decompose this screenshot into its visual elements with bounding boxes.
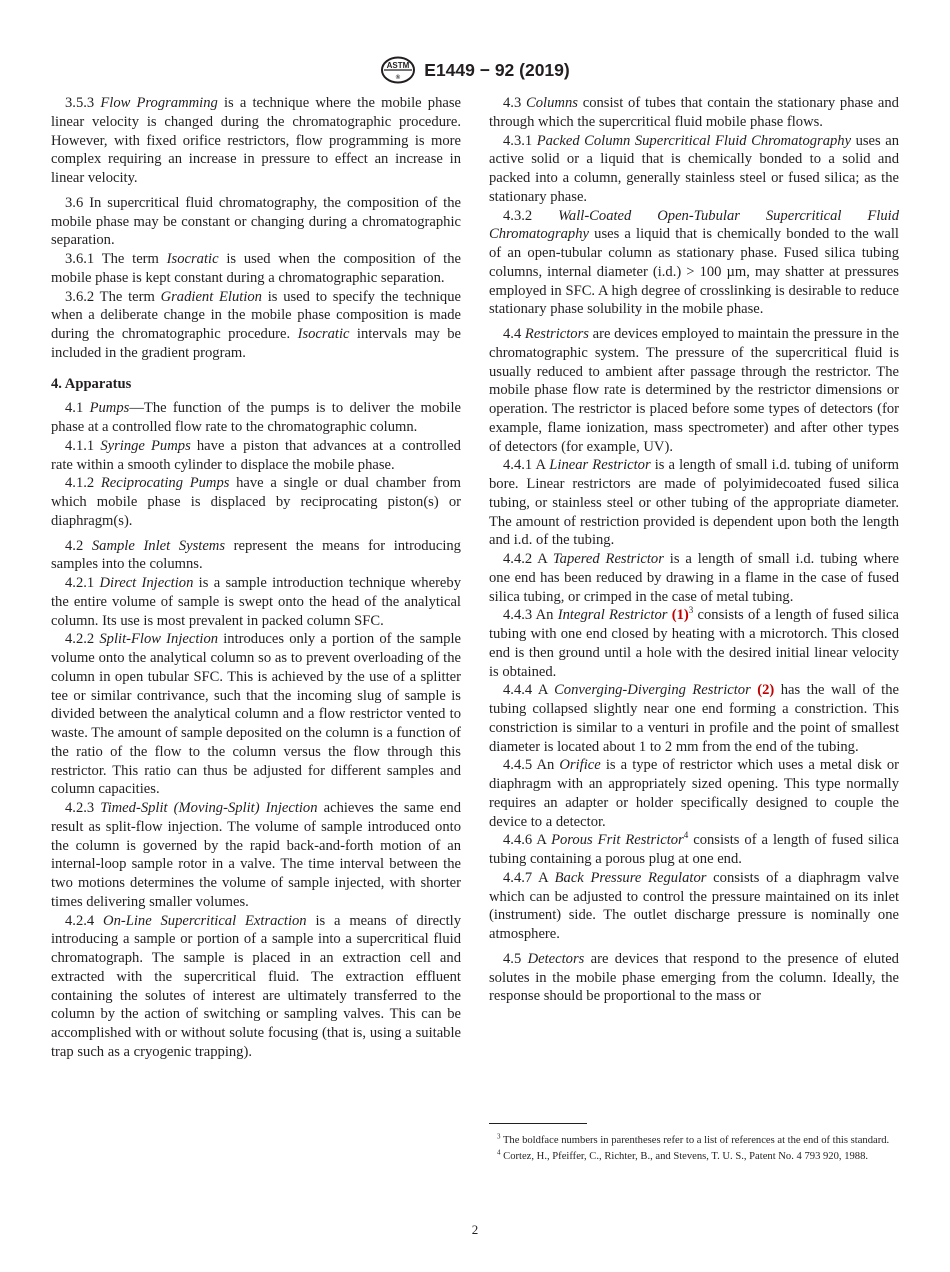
para-4-4: 4.4 Restrictors are devices employed to maintain the pressure in the chromatographic system. The pressure of the supercritical fluid is usually reduced to ambient after passage through the restrictor. The mobile phase flow rate is determined by the restrictor dimensions or operation. The restrictor is placed before some types of detectors (for example, flame ionization, mass spectrometer) and after other types of detectors (for example, UV). — [489, 326, 899, 455]
logo-text: ASTM — [386, 61, 410, 70]
para-4-2-2: 4.2.2 Split-Flow Injection introduces only a portion of the sample volume onto the analytical column so as to prevent overloading of the column in open tubular SFC. This is achieved by the use of a splitter tee or similar contrivance, such that the incoming slug of sample is divided between the analytical column and a flow restrictor vented to waste. The amount of sample deposited on the column is a function of the ratio of the flow to the column versus the flow through this restrictor. This ratio can thus be adjusted for different samples and column capacities. — [51, 631, 461, 798]
para-4-5: 4.5 Detectors are devices that respond to the presence of eluted solutes in the mobile phase emerging from the column. Ideally, the response should be proportional to the mass or — [489, 950, 899, 1005]
para-4-3-2: 4.3.2 Wall-Coated Open-Tubular Supercritical Fluid Chromatography uses a liquid that is chemically bonded to the wall of an open-tubular column as stationary phase. Fused silica tubing columns, internal diameter (i.d.) > 100 µm, may shatter at pressures employed in SFC. A high degree of crosslinking is desirable to reduce stationary phase solubility in the mobile phase. — [489, 207, 899, 318]
para-4-4-1: 4.4.1 A Linear Restrictor is a length of small i.d. tubing of uniform bore. Linear restrictors are made of polyimidecoated fused silica tubing, or stainless steel or other tubing of the appropriate diameter. The amount of restriction provided is dependent upon both the length and i.d. of the tubing. — [489, 457, 899, 549]
para-3-6-1: 3.6.1 The term Isocratic is used when the composition of the mobile phase is kept constant during a chromatographic separation. — [51, 251, 461, 286]
para-3-6-2: 3.6.2 The term Gradient Elution is used to specify the technique when a deliberate change in the mobile phase composition is made during the chromatographic procedure. Isocratic intervals may be included in the gradient program. — [51, 288, 461, 361]
footnote-4: $^4$ Cortez, H., Pfeiffer, C., Richter, B., and Stevens, T. U. S., Patent No. 4 793 920, 1988. — [497, 1147, 869, 1162]
para-3-5-3: 3.5.3 Flow Programming is a technique where the mobile phase linear velocity is changed during the chromatographic procedure. However, with fixed orifice restrictors, flow programming is more complex requiring an increase in pressure to effect an increase in linear velocity. — [51, 95, 462, 186]
reference-link-2[interactable]: (2) — [757, 682, 775, 699]
para-4-2-3: 4.2.3 Timed-Split (Moving-Split) Injection achieves the same end result as split-flow injection. The volume of sample introduced onto the column is governed by the rapid back-and-forth motion of an internal-loop sample rotor in a valve. The time interval between the two motions determines the volume of sample injected, with shorter times delivering smaller volumes. — [51, 800, 461, 910]
reference-link-1[interactable]: (1) — [671, 607, 689, 624]
svg-text:®: ® — [396, 75, 401, 81]
para-4-1-1: 4.1.1 Syringe Pumps have a piston that advances at a controlled rate within a smooth cylinder to displace the mobile phase. — [51, 437, 461, 473]
para-4-4-7: 4.4.7 A Back Pressure Regulator consists of a diaphragm valve which can be adjusted to control the pressure maintained on its inlet (instrument) side. The outlet discharge pressure is nominally one atmosphere. — [489, 869, 900, 942]
para-4-4-4: 4.4.4 A Converging-Diverging Restrictor (2) has the wall of the tubing collapsed slightly near one end forming a constriction. This constriction is similar to a venturi in profile and the point of smallest diameter is located about 1 to 2 mm from the end of the tubing. — [489, 682, 900, 755]
left-column — [51, 94, 461, 1062]
para-4-4-6: 4.4.6 A Porous Frit Restrictor$^4$ consists of a length of fused silica tubing containing a porous plug at one end. — [489, 830, 899, 867]
para-4-3: 4.3 Columns consist of tubes that contain the stationary phase and through which the supercritical fluid mobile phase flows. — [489, 95, 899, 130]
para-4-2-4: 4.2.4 On-Line Supercritical Extraction is a means of directly introducing a sample or portion of a sample into a supercritical fluid chromatograph. The sample is placed in an extraction cell and extracted with the supercritical fluid. The extraction effluent containing the solutes of interest are ultimately transferred to the column by the action of switching or sampling valves. This can be accomplished with or without solute focusing (that is, using a suitable trap such as a cryogenic trapping). — [51, 912, 462, 1060]
footnote-mark-3: 3 — [688, 605, 694, 616]
para-4-4-3: 4.4.3 An Integral Restrictor $(1)^3$ consists of a length of fused silica tubing with one end closed by heating with a microtorch. This closed end is then ground until a hole with the desired initial linear velocity is obtained. — [489, 605, 900, 680]
para-4-2-1: 4.2.1 Direct Injection is a sample introduction technique whereby the entire volume of sample is swept onto the head of the analytical column. Its use is most prevalent in packed column SFC. — [51, 575, 461, 629]
para-3-6: 3.6 In supercritical fluid chromatography, the composition of the mobile phase may be constant or changing during a chromatographic separation. — [51, 194, 461, 249]
para-4-4-5: 4.4.5 An Orifice is a type of restrictor which uses a metal disk or diaphragm with an appropriately sized opening. This type normally requires an adapter or holder specifically designed to couple the device to a detector. — [489, 757, 899, 830]
footnote-mark-4: 4 — [683, 830, 689, 841]
para-4-3-1: 4.3.1 Packed Column Supercritical Fluid Chromatography uses an active solid or a liquid that is chemically bonded to a solid and packed into a column, generally stainless steel or fused silica; as the stationary phase. — [489, 132, 899, 205]
astm-logo-icon — [380, 56, 416, 84]
section-heading-apparatus: 4. Apparatus — [51, 375, 132, 392]
para-4-2: 4.2 Sample Inlet Systems represent the means for introducing samples into the columns. — [51, 537, 461, 573]
para-4-4-2: 4.4.2 A Tapered Restrictor is a length of small i.d. tubing where one end has been reduced by drawing in a flame in the case of fused silica tubing, or crimped in the case of metal tubing. — [489, 551, 900, 605]
page-header — [0, 56, 950, 84]
footnote-divider — [489, 1123, 587, 1124]
standard-designation: E1449 − 92 (2019) — [424, 59, 570, 80]
right-column — [489, 94, 899, 1006]
para-4-1-2: 4.1.2 Reciprocating Pumps have a single or dual chamber from which mobile phase is displaced by reciprocating piston(s) or diaphragm(s). — [51, 475, 461, 529]
page-number: 2 — [471, 1222, 479, 1237]
footnote-3: $^3$ The boldface numbers in parentheses refer to a list of references at the end of this standard. — [497, 1132, 890, 1146]
footnotes — [489, 1134, 899, 1165]
para-4-1: 4.1 Pumps—The function of the pumps is to deliver the mobile phase at a controlled flow rate to the chromatographic column. — [51, 400, 461, 435]
